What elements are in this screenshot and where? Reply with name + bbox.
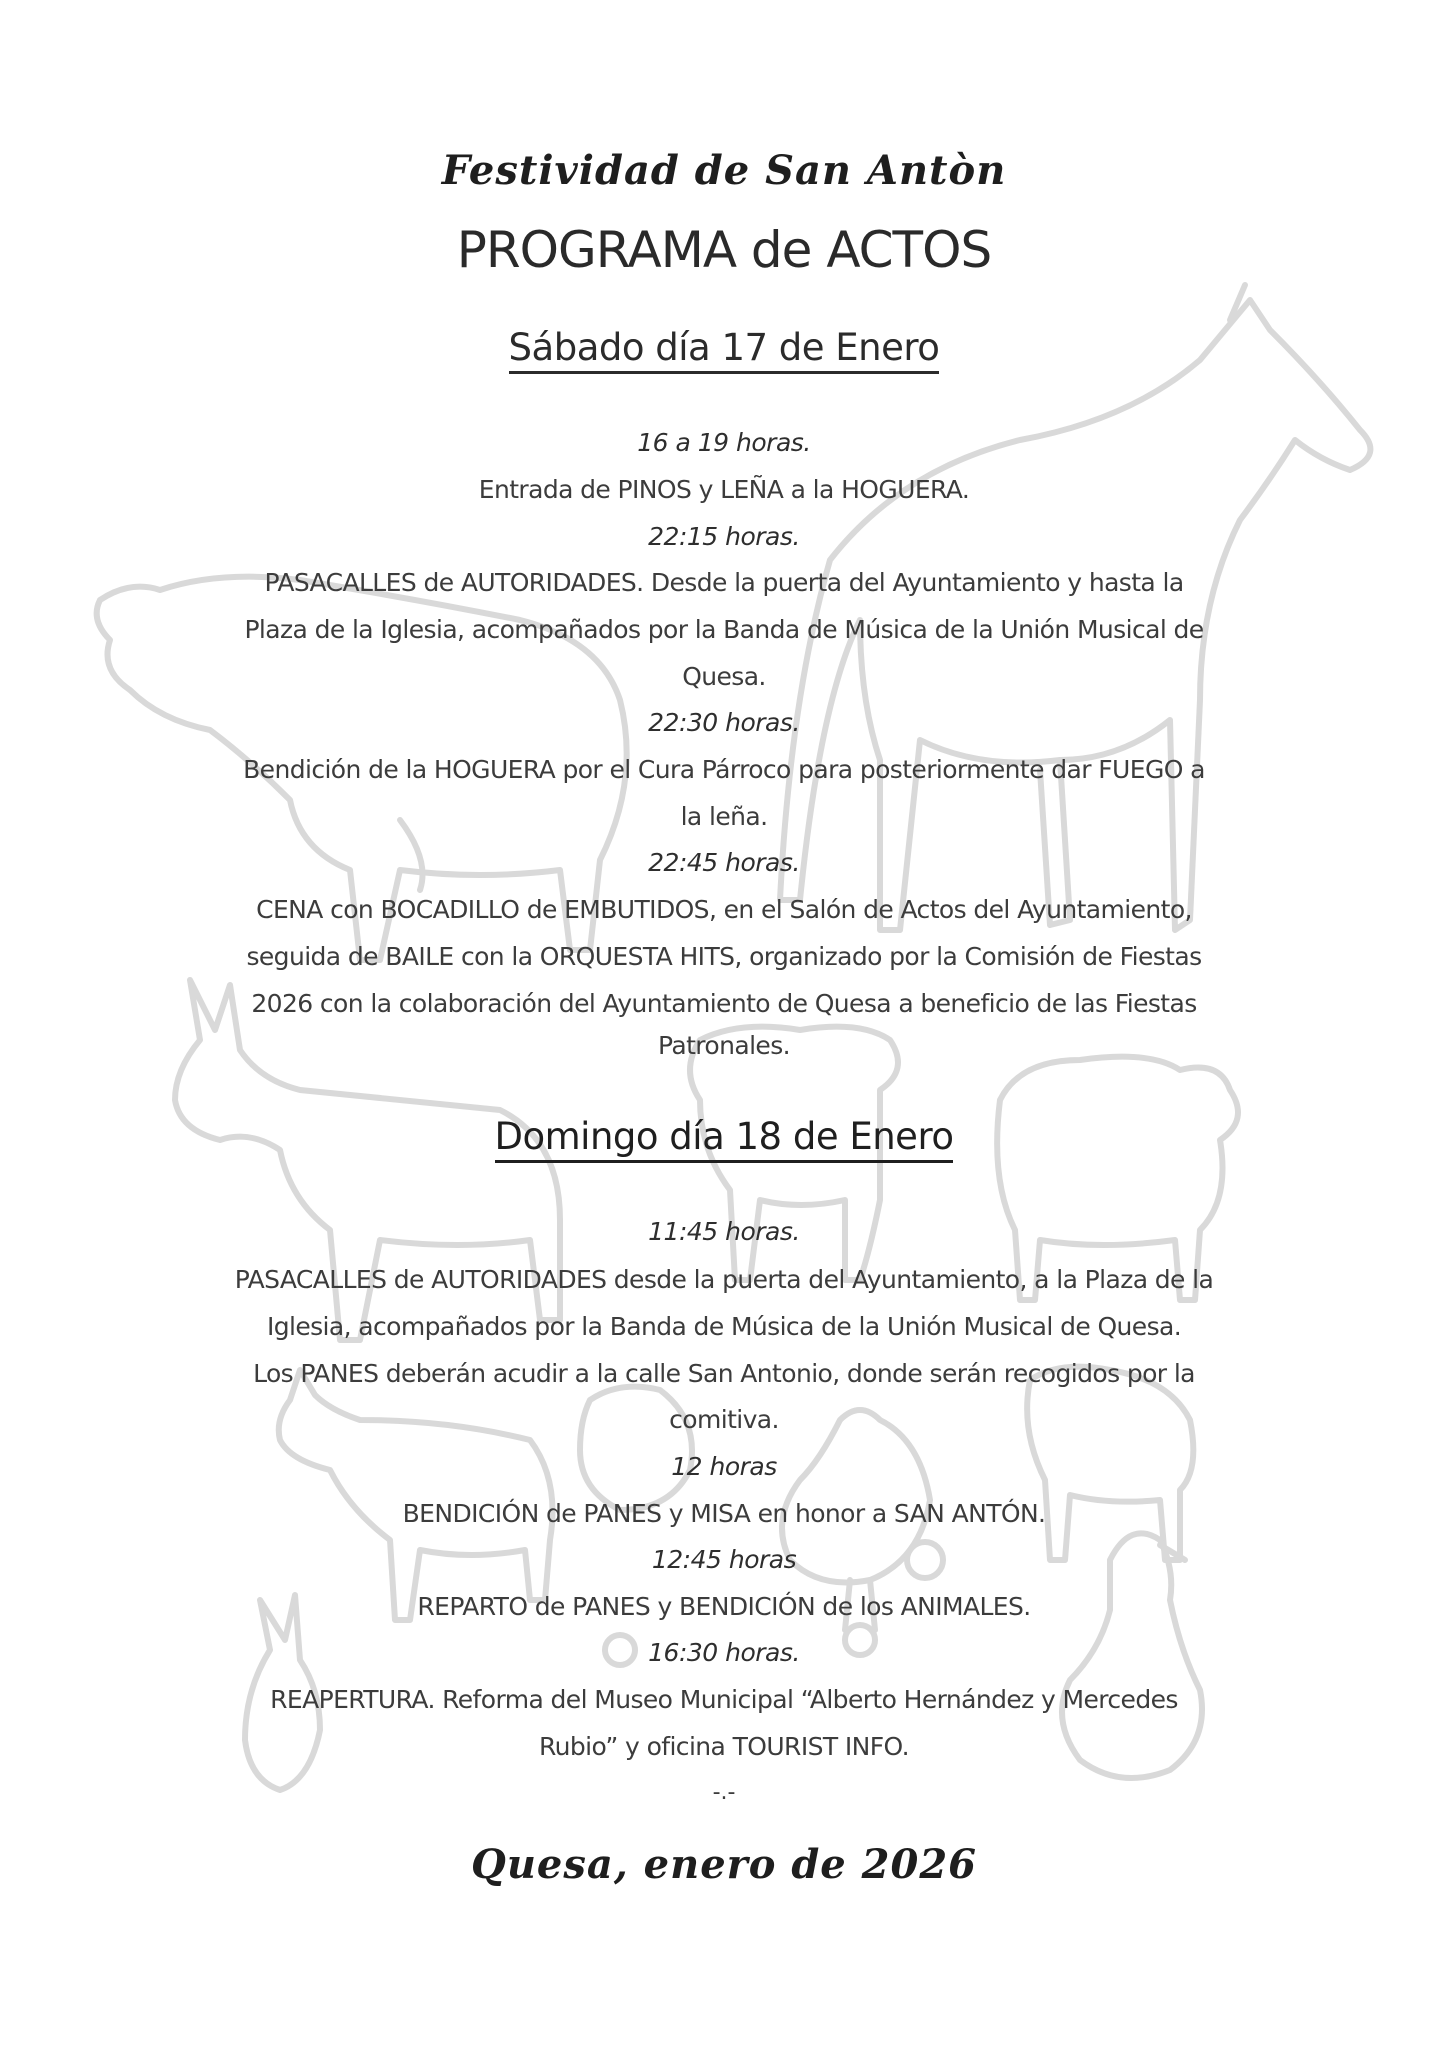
event-description: comitiva. <box>669 1405 779 1434</box>
day-heading-saturday-text: Sábado día 17 de Enero <box>509 326 940 374</box>
event-time: 11:45 horas. <box>648 1217 800 1246</box>
event-description: Entrada de PINOS y LEÑA a la HOGUERA. <box>478 475 970 504</box>
event-description: Plaza de la Iglesia, acompañados por la Banda de Música de la Unión Musical de <box>244 615 1204 644</box>
event-description: Los PANES deberán acudir a la calle San Antonio, donde serán recogidos por la <box>253 1359 1195 1388</box>
event-time: 16:30 horas. <box>648 1638 800 1667</box>
event-description: Rubio” y oficina TOURIST INFO. <box>539 1732 909 1761</box>
event-description: REPARTO de PANES y BENDICIÓN de los ANIMALES. <box>417 1592 1031 1621</box>
event-time: 22:15 horas. <box>648 522 800 551</box>
event-description: PASACALLES de AUTORIDADES. Desde la puerta del Ayuntamiento y hasta la <box>264 568 1184 597</box>
day-heading-saturday <box>200 326 1248 370</box>
separator: -.- <box>712 1780 736 1805</box>
event-description: Quesa. <box>682 662 766 691</box>
festivity-title: Festividad de San Antòn <box>441 147 1007 194</box>
event-time: 22:30 horas. <box>648 708 800 737</box>
event-description: BENDICIÓN de PANES y MISA en honor a SAN ANTÓN. <box>402 1499 1046 1528</box>
event-description: PASACALLES de AUTORIDADES desde la puerta del Ayuntamiento, a la Plaza de la <box>234 1265 1214 1294</box>
event-description: Iglesia, acompañados por la Banda de Música de la Unión Musical de Quesa. <box>266 1312 1182 1341</box>
day-heading-sunday <box>200 1115 1248 1159</box>
event-time: 12:45 horas <box>651 1545 797 1574</box>
event-description: CENA con BOCADILLO de EMBUTIDOS, en el Salón de Actos del Ayuntamiento, <box>256 895 1192 924</box>
event-description: Bendición de la HOGUERA por el Cura Párroco para posteriormente dar FUEGO a <box>243 755 1205 784</box>
page-title: PROGRAMA de ACTOS <box>456 221 992 279</box>
event-time: 22:45 horas. <box>648 848 800 877</box>
day-heading-sunday-text: Domingo día 18 de Enero <box>495 1115 954 1163</box>
event-time: 16 a 19 horas. <box>637 428 811 457</box>
event-description: REAPERTURA. Reforma del Museo Municipal “Alberto Hernández y Mercedes <box>270 1685 1178 1714</box>
event-time: 12 horas <box>671 1452 777 1481</box>
event-description: la leña. <box>680 802 768 831</box>
signature: Quesa, enero de 2026 <box>471 1841 977 1888</box>
event-description: Patronales. <box>658 1031 790 1060</box>
event-description: 2026 con la colaboración del Ayuntamiento de Quesa a beneficio de las Fiestas <box>251 989 1197 1018</box>
event-description: seguida de BAILE con la ORQUESTA HITS, organizado por la Comisión de Fiestas <box>246 942 1202 971</box>
